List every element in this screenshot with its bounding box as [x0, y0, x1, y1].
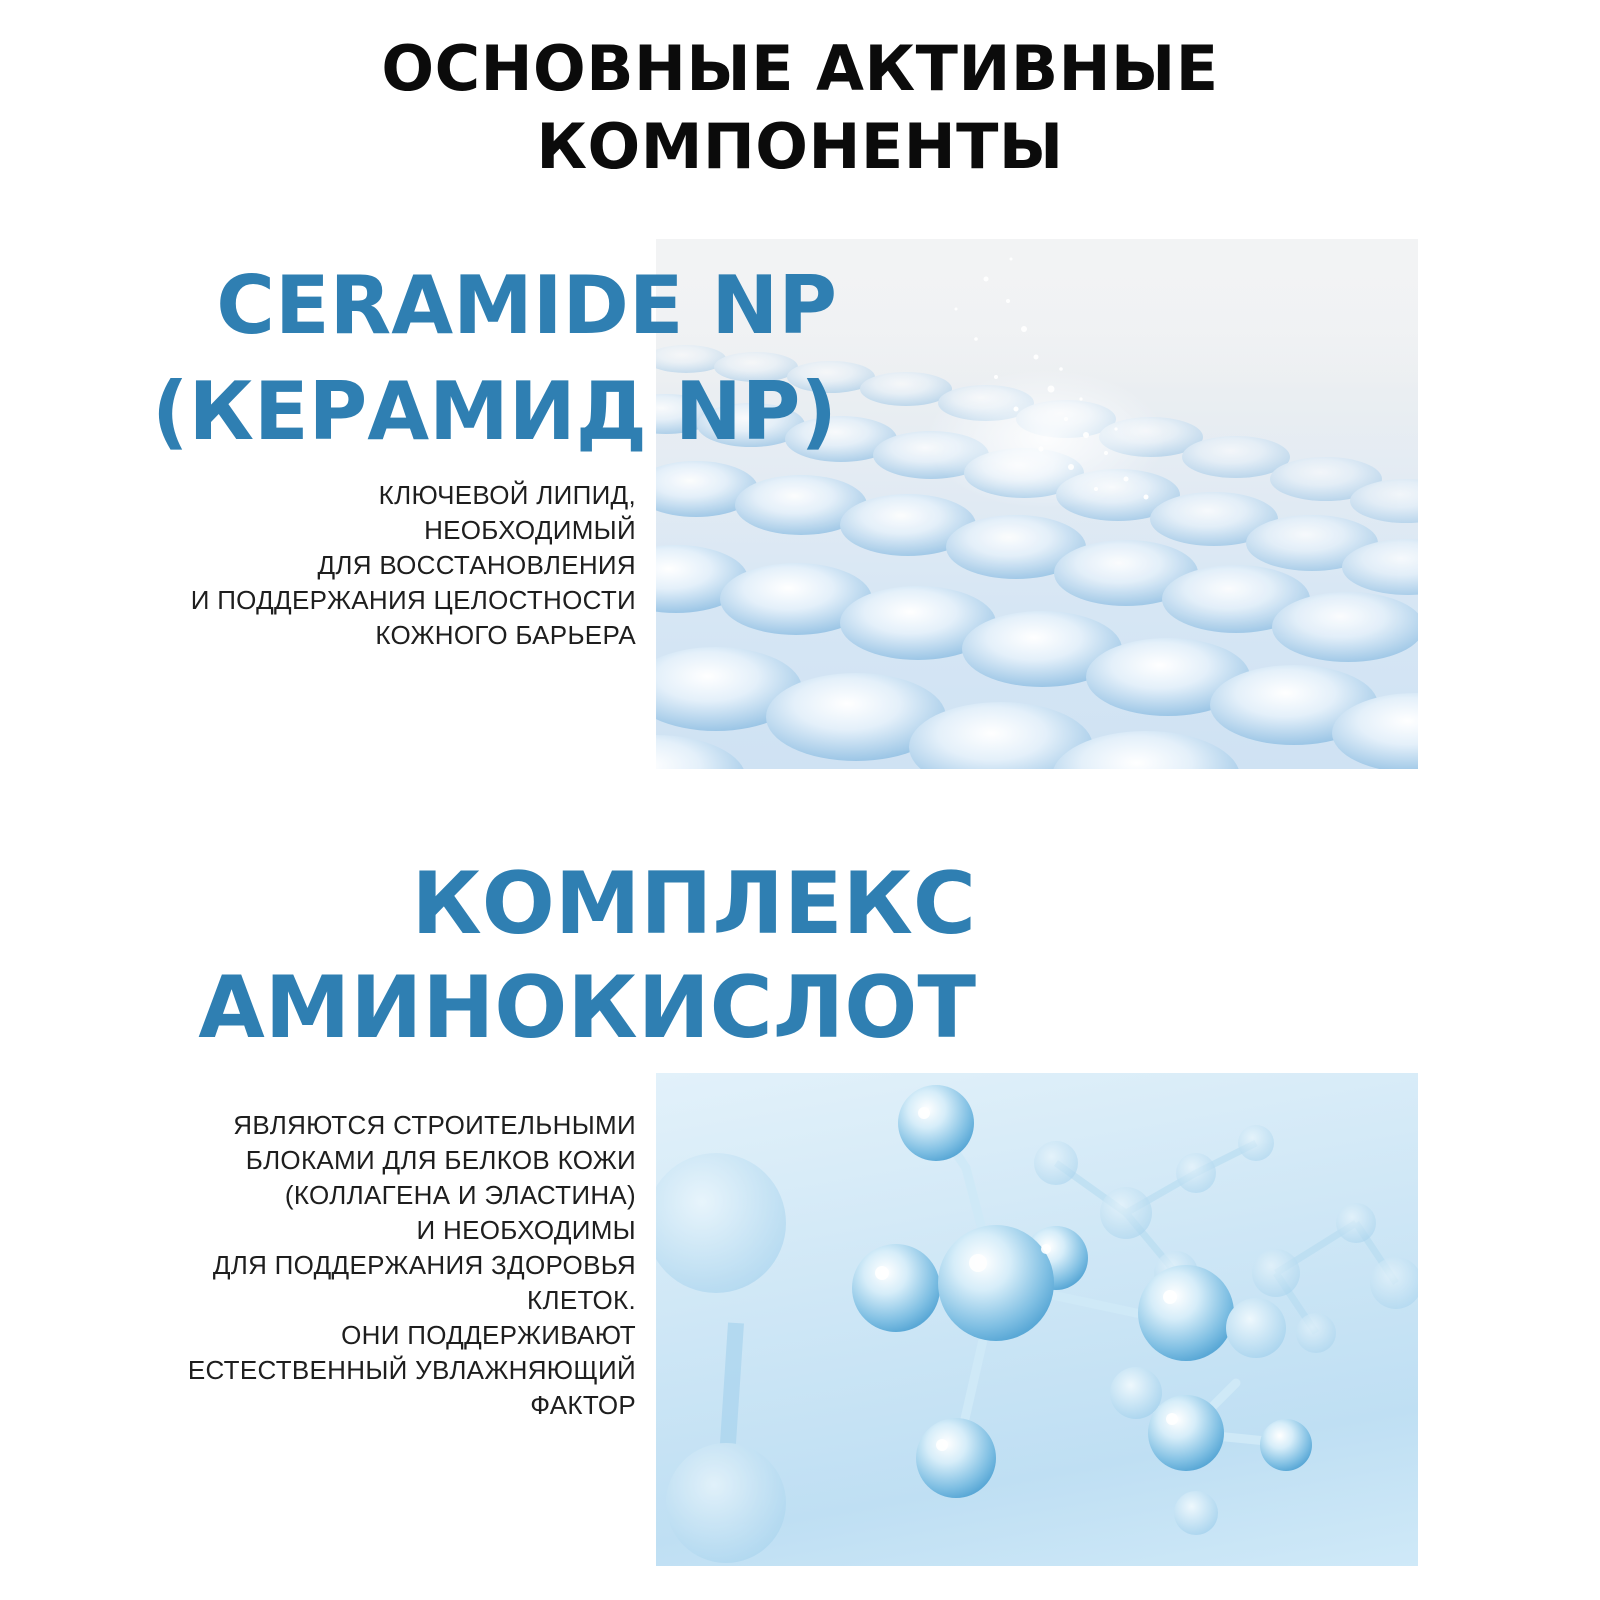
description-line: ФАКТОР: [530, 1390, 636, 1420]
description-line: И НЕОБХОДИМЫ: [416, 1215, 636, 1245]
ceramide-heading-line-1: CERAMIDE NP: [216, 259, 837, 352]
description-line: ЕСТЕСТВЕННЫЙ УВЛАЖНЯЮЩИЙ: [187, 1355, 636, 1385]
description-line: ЯВЛЯЮТСЯ СТРОИТЕЛЬНЫМИ: [233, 1110, 636, 1140]
page-title-line-2: КОМПОНЕНТЫ: [536, 110, 1064, 183]
description-line: КЛЕТОК.: [527, 1285, 636, 1315]
description-line: КЛЮЧЕВОЙ ЛИПИД,: [378, 480, 636, 510]
amino-description: [188, 1108, 636, 1423]
amino-heading-line-1: КОМПЛЕКС: [411, 854, 976, 954]
page-title: [0, 30, 1600, 186]
description-line: БЛОКАМИ ДЛЯ БЕЛКОВ КОЖИ: [245, 1145, 636, 1175]
description-line: (КОЛЛАГЕНА И ЭЛАСТИНА): [284, 1180, 636, 1210]
amino-heading-line-2: АМИНОКИСЛОТ: [198, 958, 976, 1058]
description-line: КОЖНОГО БАРЬЕРА: [375, 620, 636, 650]
description-line: ДЛЯ ВОССТАНОВЛЕНИЯ: [317, 550, 636, 580]
ceramide-heading-line-2: (КЕРАМИД NP): [152, 365, 837, 458]
description-line: ОНИ ПОДДЕРЖИВАЮТ: [341, 1320, 636, 1350]
page-title-line-1: ОСНОВНЫЕ АКТИВНЫЕ: [381, 32, 1219, 105]
description-line: НЕОБХОДИМЫЙ: [424, 515, 636, 545]
amino-heading: [198, 852, 976, 1060]
description-line: И ПОДДЕРЖАНИЯ ЦЕЛОСТНОСТИ: [190, 585, 636, 615]
description-line: ДЛЯ ПОДДЕРЖАНИЯ ЗДОРОВЬЯ: [212, 1250, 636, 1280]
amino-molecules-image: [656, 1073, 1418, 1566]
ceramide-heading: [152, 253, 837, 465]
ceramide-description: [191, 478, 636, 653]
